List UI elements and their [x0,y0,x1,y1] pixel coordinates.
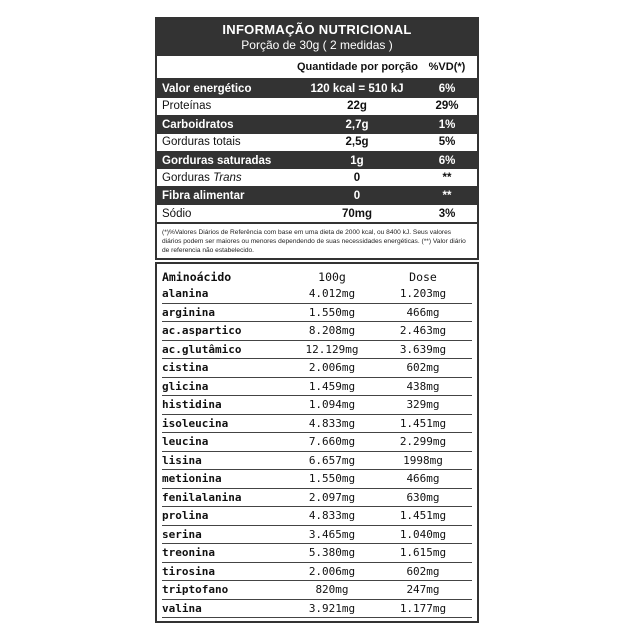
amino-per-dose: 630mg [406,490,440,504]
amino-per-dose: 3.639mg [399,342,447,356]
amino-name: alanina [162,287,209,301]
nutrient-name-text: Gorduras [162,171,210,184]
nutrient-vd: 6% [438,82,456,95]
amino-row [162,359,472,378]
amino-name: serina [162,527,202,541]
nutrient-quantity: 120 kcal = 510 kJ [310,82,404,95]
amino-per-100g: 8.208mg [308,324,356,338]
amino-row [162,341,472,360]
amino-name: triptofano [162,583,229,597]
amino-per-dose: 438mg [406,379,440,393]
amino-per-100g: 2.006mg [308,361,356,375]
amino-per-100g: 1.459mg [308,379,356,393]
amino-per-100g: 1.550mg [308,305,356,319]
nutrient-name: Carboidratos [162,118,234,131]
amino-per-100g: 4.833mg [308,416,356,430]
serving-size: Porção de 30g ( 2 medidas ) [241,38,393,52]
nutrient-name: Sódio [162,207,192,220]
amino-row [162,452,472,471]
nutrient-quantity: 0 [353,190,361,203]
amino-row [162,396,472,415]
amino-name: prolina [162,509,209,523]
nutrient-quantity: 1g [350,154,364,167]
amino-name: valina [162,601,202,615]
amino-per-100g: 4.012mg [308,287,356,301]
amino-per-100g: 12.129mg [305,342,359,356]
amino-name: metionina [162,472,222,486]
amino-row [162,563,472,582]
amino-header-name: Aminoácido [162,269,232,284]
amino-per-dose: 1.615mg [399,546,447,560]
nutrition-row [157,152,477,170]
nutrition-column-headers [157,56,477,80]
nutrient-vd: 6% [438,154,456,167]
amino-name: leucina [162,435,209,449]
amino-name: lisina [162,453,202,467]
amino-per-dose: 1.177mg [399,601,447,615]
amino-per-dose: 466mg [406,305,440,319]
column-header-quantity: Quantidade por porção [297,61,419,73]
amino-name: ac.aspartico [162,324,242,338]
amino-row [162,600,472,619]
amino-per-dose: 1998mg [403,453,443,467]
amino-per-100g: 6.657mg [308,453,356,467]
amino-per-dose: 1.040mg [399,527,447,541]
nutrition-row [157,205,477,223]
nutrition-row [157,116,477,134]
amino-row [162,526,472,545]
amino-row [162,507,472,526]
amino-rows [162,285,472,618]
nutrition-row [157,98,477,116]
nutrient-vd: ** [442,171,452,184]
amino-name: arginina [162,305,215,319]
amino-per-dose: 1.451mg [399,509,447,523]
amino-row [162,285,472,304]
nutrient-vd: 3% [438,207,456,220]
amino-row [162,470,472,489]
nutrient-quantity: 2,5g [345,136,369,149]
amino-per-dose: 1.451mg [399,416,447,430]
amino-per-100g: 1.094mg [308,398,356,412]
amino-per-100g: 820mg [315,583,349,597]
amino-per-dose: 602mg [406,361,440,375]
amino-per-100g: 5.380mg [308,546,356,560]
amino-name: tirosina [162,564,215,578]
nutrient-name: Gorduras saturadas [162,154,272,167]
nutrient-name: Valor energético [162,82,252,95]
amino-per-dose: 2.463mg [399,324,447,338]
nutrient-name-italic: Trans [213,171,242,184]
nutrient-name: Fibra alimentar [162,190,245,203]
amino-row [162,378,472,397]
amino-name: ac.glutâmico [162,342,242,356]
nutrition-title: INFORMAÇÃO NUTRICIONAL [222,22,412,37]
amino-per-100g: 1.550mg [308,472,356,486]
nutrient-quantity: 2,7g [345,118,369,131]
amino-per-dose: 247mg [406,583,440,597]
amino-header-row [162,268,472,285]
amino-row [162,433,472,452]
amino-per-dose: 329mg [406,398,440,412]
nutrient-quantity: 22g [347,100,367,113]
nutrient-name: Gorduras totais [162,136,241,149]
amino-row [162,415,472,434]
nutrient-vd: ** [442,190,452,203]
nutrition-header [157,19,477,56]
amino-row [162,489,472,508]
nutrient-name [157,172,297,184]
amino-per-dose: 602mg [406,564,440,578]
amino-per-100g: 7.660mg [308,435,356,449]
nutrition-row [157,80,477,98]
nutrient-name: Proteínas [162,100,212,113]
amino-per-dose: 1.203mg [399,287,447,301]
amino-row [162,304,472,323]
amino-name: fenilalanina [162,490,242,504]
amino-name: isoleucina [162,416,229,430]
amino-name: histidina [162,398,222,412]
amino-per-100g: 3.465mg [308,527,356,541]
amino-per-100g: 2.006mg [308,564,356,578]
nutrient-quantity: 0 [353,171,361,184]
amino-per-100g: 4.833mg [308,509,356,523]
amino-row [162,581,472,600]
amino-name: glicina [162,379,209,393]
amino-header-dose: Dose [409,269,437,284]
amino-name: treonina [162,546,215,560]
amino-header-100g: 100g [318,269,346,284]
nutrition-facts-table [155,17,479,260]
amino-per-100g: 2.097mg [308,490,356,504]
amino-per-100g: 3.921mg [308,601,356,615]
nutrition-row [157,187,477,205]
nutrient-vd: 1% [438,118,456,131]
amino-row [162,544,472,563]
nutrition-row [157,169,477,187]
amino-per-dose: 2.299mg [399,435,447,449]
nutrition-footnote: (*)%Valores Diários de Referência com base em uma dieta de 2000 kcal, ou 8400 kJ. Seus valores diários podem ser maiores ou menores dependendo de suas necessidades energéticas. (**) Valor diário de referencia não estabelecido. [157,223,477,255]
amino-row [162,322,472,341]
nutrition-row [157,134,477,152]
amino-name: cistina [162,361,209,375]
amino-acid-table [155,262,479,623]
amino-per-dose: 466mg [406,472,440,486]
nutrient-vd: 29% [435,100,459,113]
column-header-vd: %VD(*) [428,61,466,73]
nutrient-quantity: 70mg [341,207,373,220]
nutrient-vd: 5% [438,136,456,149]
